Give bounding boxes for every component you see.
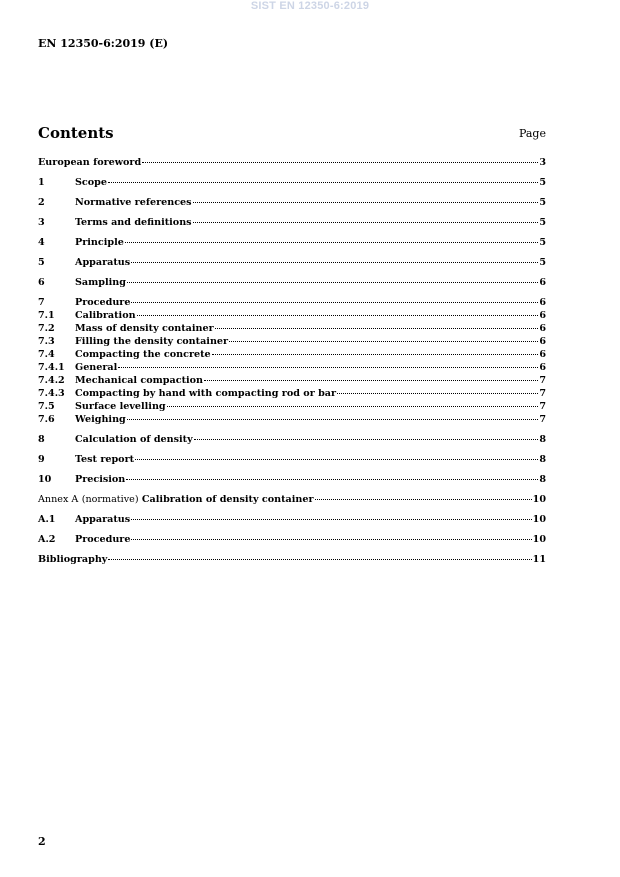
watermark: SIST EN 12350-6:2019	[250, 0, 370, 12]
toc-entry-number: 7.5	[38, 401, 55, 412]
toc-entry-number: 7.4.2	[38, 375, 65, 386]
toc-entry[interactable]	[38, 176, 546, 189]
toc-entry[interactable]	[38, 348, 546, 361]
toc-entry-title: Filling the density container	[75, 336, 229, 347]
toc-entry-page: 5	[539, 237, 546, 248]
toc-entry-number: A.1	[38, 514, 56, 525]
toc-entry-page: 8	[539, 474, 546, 485]
toc-entry[interactable]	[38, 309, 546, 322]
toc-entry[interactable]	[38, 453, 546, 466]
toc-entry[interactable]	[38, 236, 546, 249]
dot-leader	[108, 559, 531, 560]
toc-entry-number: 7.4.3	[38, 388, 65, 399]
toc-entry-title: Normative references	[75, 197, 192, 208]
annex-note: (normative)	[81, 494, 139, 505]
toc-entry[interactable]	[38, 335, 546, 348]
toc-entry-title: Test report	[75, 454, 135, 465]
dot-leader	[137, 315, 539, 316]
dot-leader	[131, 539, 531, 540]
toc-entry-title: Compacting the concrete	[75, 349, 211, 360]
toc-entry-page: 11	[532, 554, 546, 565]
toc-entry-title: Calibration	[75, 310, 136, 321]
toc-entry-page: 6	[539, 310, 546, 321]
toc-entry-number: 10	[38, 474, 52, 485]
toc-entry-number: 7	[38, 297, 45, 308]
toc-entry-title: Apparatus	[75, 514, 131, 525]
dot-leader	[118, 367, 538, 368]
toc-entry[interactable]	[38, 413, 546, 426]
toc-entry-title: Calculation of density	[75, 434, 193, 445]
toc-entry[interactable]	[38, 156, 546, 169]
toc-entry-page: 6	[539, 349, 546, 360]
toc-entry-page: 10	[532, 514, 546, 525]
toc-entry-page: 8	[539, 434, 546, 445]
toc-entry-number: A.2	[38, 534, 56, 545]
toc-entry-number: 7.4	[38, 349, 55, 360]
toc-entry-page: 7	[539, 414, 546, 425]
toc-entry-page: 6	[539, 297, 546, 308]
dot-leader	[135, 459, 538, 460]
toc-entry[interactable]	[38, 387, 546, 400]
toc-entry-page: 6	[539, 277, 546, 288]
page-number: 2	[38, 835, 46, 848]
toc-entry-title: Principle	[75, 237, 124, 248]
dot-leader	[127, 282, 538, 283]
toc-entry-page: 7	[539, 401, 546, 412]
dot-leader	[315, 499, 532, 500]
dot-leader	[167, 406, 539, 407]
toc-entry[interactable]	[38, 473, 546, 486]
toc-entry[interactable]	[38, 361, 546, 374]
toc-entry[interactable]	[38, 216, 546, 229]
toc-entry[interactable]	[38, 296, 546, 309]
dot-leader	[131, 302, 538, 303]
toc-entry-title: General	[75, 362, 118, 373]
toc-entry-page: 5	[539, 217, 546, 228]
toc-entry-title: Surface levelling	[75, 401, 166, 412]
dot-leader	[215, 328, 539, 329]
toc-entry-number: 9	[38, 454, 45, 465]
toc-entry-title: Precision	[75, 474, 126, 485]
toc-entry[interactable]	[38, 196, 546, 209]
dot-leader	[193, 222, 539, 223]
dot-leader	[194, 439, 539, 440]
toc-entry[interactable]	[38, 322, 546, 335]
toc-entry-page: 10	[532, 494, 546, 505]
dot-leader	[193, 202, 539, 203]
toc-entry-page: 5	[539, 177, 546, 188]
dot-leader	[142, 162, 538, 163]
annex-label: Annex A	[38, 494, 79, 505]
dot-leader	[204, 380, 538, 381]
toc-entry-number: 7.2	[38, 323, 55, 334]
dot-leader	[108, 182, 538, 183]
toc-entry-title: Scope	[75, 177, 107, 188]
toc-entry-title	[38, 493, 314, 506]
toc-entry-page: 7	[539, 375, 546, 386]
toc-entry-number: 1	[38, 177, 45, 188]
toc-entry-title: Terms and definitions	[75, 217, 192, 228]
toc-entry-title: European foreword	[38, 157, 142, 168]
toc-entry-title: Bibliography	[38, 554, 108, 565]
toc-entry[interactable]	[38, 533, 546, 546]
dot-leader	[229, 341, 538, 342]
toc-entry[interactable]	[38, 553, 546, 566]
dot-leader	[212, 354, 539, 355]
toc-entry-page: 6	[539, 323, 546, 334]
toc-entry[interactable]	[38, 400, 546, 413]
toc-entry-title: Sampling	[75, 277, 126, 288]
toc-entry-page: 8	[539, 454, 546, 465]
toc-entry-number: 5	[38, 257, 45, 268]
toc-entry-number: 7.1	[38, 310, 55, 321]
document-id: EN 12350-6:2019 (E)	[38, 37, 169, 50]
toc-entry-title: Mass of density container	[75, 323, 214, 334]
toc-entry-number: 7.6	[38, 414, 55, 425]
toc-entry[interactable]	[38, 276, 546, 289]
dot-leader	[337, 393, 538, 394]
toc-entry-title: Apparatus	[75, 257, 131, 268]
toc-entry-page: 10	[532, 534, 546, 545]
contents-title: Contents	[38, 124, 114, 142]
dot-leader	[125, 242, 538, 243]
toc-entry-number: 7.4.1	[38, 362, 65, 373]
table-of-contents	[38, 156, 546, 566]
toc-entry-title: Procedure	[75, 297, 131, 308]
toc-entry[interactable]	[38, 493, 546, 506]
toc-entry-page: 7	[539, 388, 546, 399]
toc-entry-page: 5	[539, 257, 546, 268]
toc-entry[interactable]	[38, 433, 546, 446]
dot-leader	[131, 262, 538, 263]
toc-entry-page: 6	[539, 362, 546, 373]
toc-entry-page: 3	[539, 157, 546, 168]
toc-entry-title: Compacting by hand with compacting rod or bar	[75, 388, 337, 399]
dot-leader	[126, 479, 538, 480]
toc-entry-number: 8	[38, 434, 45, 445]
toc-entry-number: 3	[38, 217, 45, 228]
toc-entry-title: Procedure	[75, 534, 131, 545]
toc-entry[interactable]	[38, 256, 546, 269]
toc-entry[interactable]	[38, 374, 546, 387]
toc-entry-title: Mechanical compaction	[75, 375, 204, 386]
toc-entry[interactable]	[38, 513, 546, 526]
toc-entry-number: 6	[38, 277, 45, 288]
toc-entry-title: Weighing	[75, 414, 126, 425]
toc-entry-number: 2	[38, 197, 45, 208]
toc-entry-number: 7.3	[38, 336, 55, 347]
toc-entry-number: 4	[38, 237, 45, 248]
dot-leader	[131, 519, 531, 520]
page-column-label: Page	[518, 127, 546, 140]
toc-entry-page: 6	[539, 336, 546, 347]
annex-title: Calibration of density container	[141, 494, 314, 505]
dot-leader	[127, 419, 539, 420]
toc-entry-page: 5	[539, 197, 546, 208]
